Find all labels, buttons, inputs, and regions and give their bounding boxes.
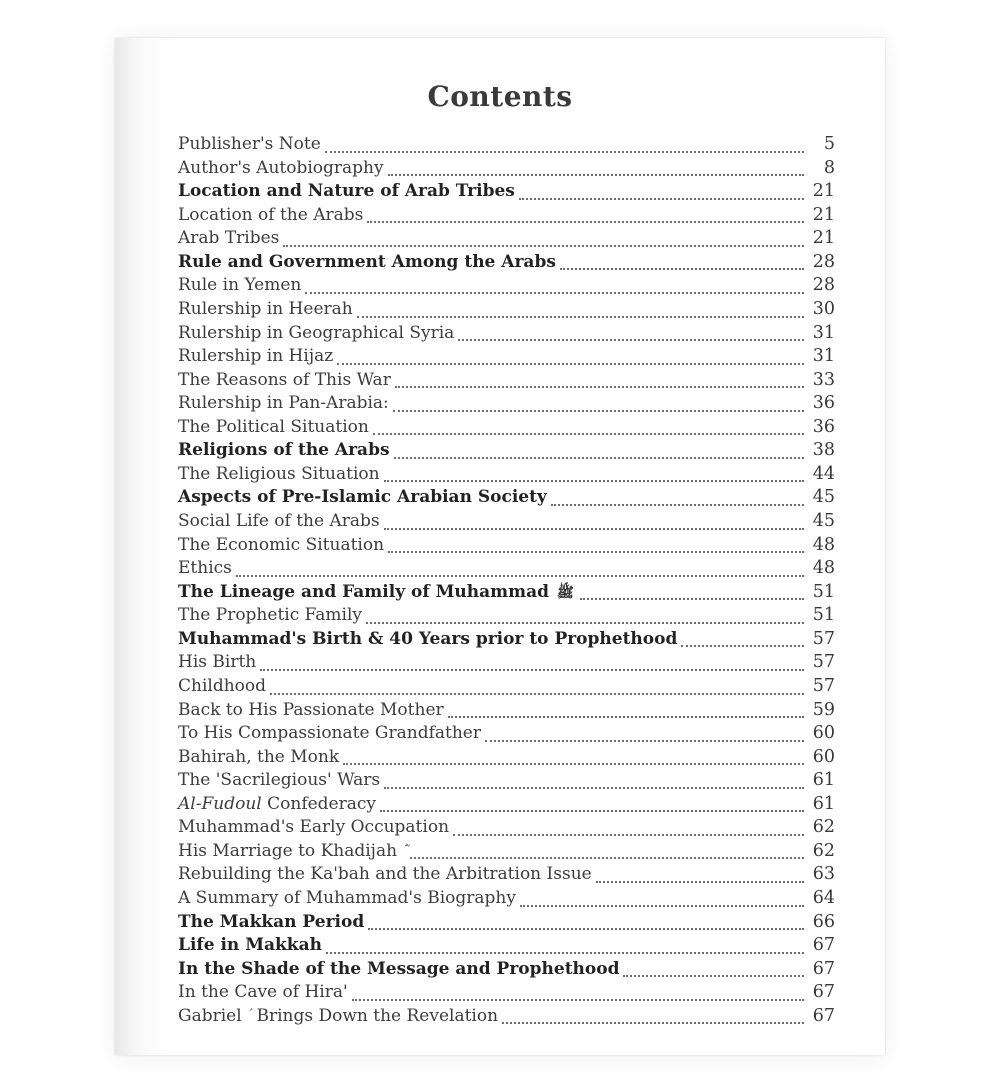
toc-entry-title: Rulership in Pan-Arabia: [178,393,389,414]
toc-entry [178,1006,835,1030]
toc-dotted-leader [326,952,804,954]
toc-page-number: 33 [812,369,835,390]
toc-dotted-leader [283,245,804,247]
toc-entry-title: Muhammad's Early Occupation [178,817,450,838]
toc-page-number: 28 [812,251,835,272]
toc-page-number: 31 [812,346,835,367]
toc-entry [178,959,835,983]
toc-page-number: 21 [812,181,835,202]
toc-dotted-leader [388,551,804,553]
toc-entry [178,252,835,276]
toc-dotted-leader [325,151,804,153]
toc-dotted-leader [357,316,804,318]
toc-entry [178,299,835,323]
toc-entry [178,605,835,629]
toc-entry-title: His Birth [178,652,257,673]
toc-dotted-leader [596,881,804,883]
toc-page-number: 51 [812,581,835,602]
toc-entry-title: Rule in Yemen [178,275,302,296]
toc-entry [178,181,835,205]
toc-page-number: 61 [812,770,835,791]
toc-entry-title: The Political Situation [178,416,369,437]
toc-page-number: 59 [812,699,835,720]
toc-entry [178,935,835,959]
toc-dotted-leader [410,857,804,859]
toc-entry-title: Location and Nature of Arab Tribes [178,181,515,202]
toc-entry [178,464,835,488]
toc-page-number: 67 [812,982,835,1003]
toc-entry [178,134,835,158]
toc-page-number: 48 [812,558,835,579]
toc-entry [178,888,835,912]
toc-entry [178,841,835,865]
toc-page-number: 62 [812,817,835,838]
toc-entry [178,275,835,299]
toc-entry [178,912,835,936]
toc-page-number: 61 [812,793,835,814]
toc-entry [178,629,835,653]
toc-page-number: 57 [812,652,835,673]
toc-entry-title: Back to His Passionate Mother [178,699,444,720]
toc-entry [178,346,835,370]
toc-entry [178,582,835,606]
toc-entry-title: Arab Tribes [178,228,280,249]
toc-entry-title: The Reasons of This War [178,369,391,390]
toc-dotted-leader [337,363,804,365]
toc-entry [178,440,835,464]
toc-entry-title: Childhood [178,675,267,696]
toc-entry [178,723,835,747]
toc-dotted-leader [453,834,804,836]
toc-entry-title: The Economic Situation [178,534,385,555]
toc-entry [178,982,835,1006]
toc-entry [178,370,835,394]
toc-entry [178,393,835,417]
toc-page-number: 45 [812,487,835,508]
toc-page-number: 21 [812,204,835,225]
toc-dotted-leader [395,386,804,388]
toc-dotted-leader [305,292,804,294]
toc-entry-title: Author's Autobiography [178,157,384,178]
toc-entry-title: The Lineage and Family of Muhammad ﷺ [178,581,574,602]
toc-entry [178,535,835,559]
toc-dotted-leader [502,1022,804,1024]
toc-page-number: 67 [812,935,835,956]
toc-entry-title: Religions of the Arabs [178,440,390,461]
honorific-symbol: ﷺ [556,584,574,601]
toc-page-number: 36 [812,393,835,414]
toc-dotted-leader [520,905,804,907]
toc-entry [178,158,835,182]
toc-entry-title: The 'Sacrilegious' Wars [178,770,381,791]
toc-entry-title: Al-Fudoul Confederacy [178,793,376,814]
toc-dotted-leader [519,198,804,200]
toc-dotted-leader [485,740,804,742]
toc-entry-title: In the Cave of Hira' [178,982,348,1003]
toc-entry [178,228,835,252]
toc-dotted-leader [270,693,804,695]
toc-page-number: 44 [812,463,835,484]
toc-page-number: 5 [823,134,835,154]
toc-entry-title: To His Compassionate Grandfather [178,723,481,744]
toc-dotted-leader [448,716,804,718]
toc-page-number: 62 [812,840,835,861]
toc-entry-title: Ethics [178,558,232,579]
toc-page-number: 30 [812,298,835,319]
toc-entry [178,864,835,888]
toc-entry-title: In the Shade of the Message and Prophethood [178,958,620,979]
toc-entry-title: Gabriel Brings Down the Revelation [178,1005,499,1026]
toc-entry-title: Rulership in Geographical Syria [178,322,455,343]
toc-entry-title: Life in Makkah [178,935,322,956]
toc-page-number: 21 [812,228,835,249]
toc-entry-title: The Prophetic Family [178,605,363,626]
toc-dotted-leader [393,410,804,412]
toc-dotted-leader [380,810,804,812]
toc-list [178,134,835,1029]
toc-entry-title: Location of the Arabs [178,204,364,225]
toc-entry [178,676,835,700]
toc-entry-title: Aspects of Pre-Islamic Arabian Society [178,487,547,508]
toc-entry [178,511,835,535]
toc-entry-title: The Makkan Period [178,911,365,932]
toc-entry [178,323,835,347]
toc-entry-title: Muhammad's Birth & 40 Years prior to Prophethood [178,628,678,649]
toc-page-number: 8 [823,157,835,178]
toc-dotted-leader [458,339,804,341]
toc-dotted-leader [551,504,804,506]
toc-page-number: 60 [812,723,835,744]
toc-entry-title: Bahirah, the Monk [178,746,340,767]
toc-entry-title: Rulership in Hijaz [178,346,334,367]
toc-page-number: 57 [812,675,835,696]
toc-entry [178,558,835,582]
toc-dotted-leader [373,433,804,435]
honorific-symbol [402,844,406,860]
toc-dotted-leader [343,763,804,765]
toc-page-number: 60 [812,746,835,767]
toc-dotted-leader [560,268,804,270]
toc-entry-title: Rulership in Heerah [178,298,353,319]
toc-dotted-leader [366,622,804,624]
toc-page-number: 67 [812,958,835,979]
toc-page-number: 31 [812,322,835,343]
toc-entry-title: Rebuilding the Ka'bah and the Arbitration Issue [178,864,592,885]
toc-entry [178,794,835,818]
toc-entry [178,417,835,441]
toc-dotted-leader [236,575,804,577]
toc-entry [178,817,835,841]
toc-entry-title: Social Life of the Arabs [178,511,380,531]
toc-dotted-leader [394,457,804,459]
toc-entry-title: A Summary of Muhammad's Biography [178,888,516,908]
toc-entry-title: Rule and Government Among the Arabs [178,251,556,272]
toc-dotted-leader [384,480,804,482]
toc-entry [178,205,835,229]
toc-dotted-leader [352,999,804,1001]
toc-page-number: 45 [812,511,835,531]
toc-dotted-leader [384,787,804,789]
toc-entry [178,770,835,794]
toc-entry-title: The Religious Situation [178,463,380,484]
toc-dotted-leader [260,669,804,671]
toc-entry [178,700,835,724]
toc-page-number: 48 [812,534,835,555]
toc-entry-title: Publisher's Note [178,134,321,154]
toc-entry-title: His Marriage to Khadijah [178,841,406,861]
toc-page-number: 38 [812,440,835,461]
toc-dotted-leader [367,221,804,223]
toc-entry [178,487,835,511]
toc-page-number: 63 [812,864,835,885]
toc-dotted-leader [681,645,804,647]
toc-dotted-leader [368,928,804,930]
book-page [115,38,885,1055]
toc-dotted-leader [384,528,804,530]
toc-dotted-leader [388,174,804,176]
toc-page-number: 57 [812,628,835,649]
toc-page-number: 51 [812,605,835,626]
toc-entry [178,652,835,676]
toc-dotted-leader [580,598,804,600]
toc-page-number: 28 [812,275,835,296]
toc-page-number: 66 [812,911,835,932]
toc-dotted-leader [623,975,804,977]
toc-page-number: 64 [812,888,835,908]
toc-page-number: 36 [812,416,835,437]
page-title: Contents [427,80,573,113]
toc-entry [178,747,835,771]
toc-page-number: 67 [812,1005,835,1026]
